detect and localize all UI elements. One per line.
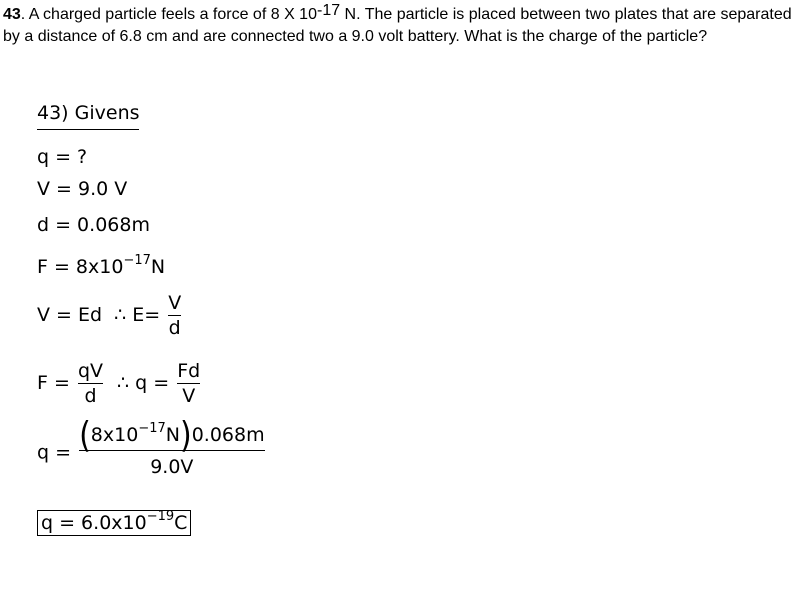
eq3-q: q = — [37, 441, 72, 464]
question-number: 43 — [3, 6, 21, 23]
fraction-numerator: qV — [77, 360, 103, 382]
fraction-fd-over-v — [177, 360, 200, 407]
eq3-num-tail: 0.068m — [191, 424, 265, 446]
equation-q-substituted — [37, 413, 267, 482]
eq1-left: V = Ed — [37, 304, 103, 326]
fraction-v-over-d — [168, 292, 181, 339]
equation-f-qv-d — [37, 360, 202, 407]
paren-close: ) — [179, 413, 192, 456]
eq2-f: F = — [37, 372, 70, 394]
answer-exponent: −19 — [146, 509, 175, 524]
therefore-icon: ∴ — [114, 304, 127, 326]
question-text-part1: . A charged particle feels a force of 8 X 10 — [20, 6, 317, 23]
fraction-denominator: V — [182, 385, 196, 407]
fraction-numerator: Fd — [177, 360, 201, 382]
fraction-denominator: 9.0V — [150, 456, 194, 478]
answer-base: q = 6.0x10 — [41, 512, 147, 534]
answer-unit: C — [174, 512, 188, 534]
given-f-exponent: −17 — [123, 253, 151, 268]
fraction-bar — [78, 383, 103, 384]
question-text-part2: N. The particle is placed between two plates that are separated by a distance of 6.8 cm and are connected two a 9.0 volt battery. What is the charge of the particle? — [3, 6, 792, 45]
paren-open: ( — [79, 413, 91, 456]
fraction-bar — [168, 315, 181, 316]
eq3-num-exponent: −17 — [138, 421, 166, 436]
handwritten-solution — [37, 96, 297, 556]
answer-box — [37, 510, 191, 536]
given-f — [37, 253, 166, 278]
fraction-numerator: V — [168, 292, 182, 314]
question-exponent: -17 — [316, 2, 341, 19]
givens-underline — [37, 129, 139, 130]
final-answer — [37, 510, 191, 536]
question-text — [3, 4, 795, 48]
given-v: V = 9.0 V — [37, 178, 128, 200]
given-q: q = ? — [37, 146, 88, 168]
given-f-base: F = 8x10 — [37, 256, 124, 278]
fraction-numerator — [79, 413, 265, 456]
eq3-num-base: 8x10 — [90, 424, 139, 446]
fraction-denominator: d — [168, 317, 181, 339]
eq3-num-unit: N — [165, 424, 180, 446]
fraction-bar — [177, 383, 200, 384]
fraction-denominator: d — [84, 385, 97, 407]
eq1-e: E= — [132, 304, 161, 326]
givens-title: 43) Givens — [37, 102, 140, 124]
eq2-q: q = — [135, 372, 170, 394]
given-f-unit: N — [150, 256, 166, 278]
equation-v-ed — [37, 292, 183, 339]
fraction-substituted — [79, 413, 265, 482]
fraction-bar — [79, 450, 265, 451]
given-d: d = 0.068m — [37, 214, 150, 236]
fraction-qv-over-d — [78, 360, 103, 407]
therefore-icon: ∴ — [117, 372, 130, 394]
